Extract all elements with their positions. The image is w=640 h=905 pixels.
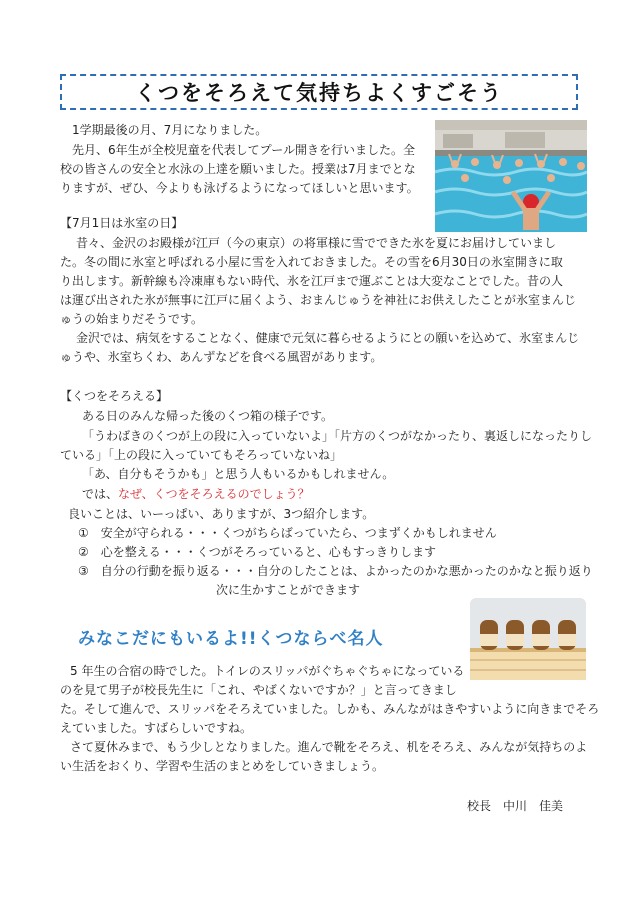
intro-line: 1学期最後の月、7月になりました。	[72, 123, 268, 137]
story-line: さて夏休みまで、もう少しとなりました。進んで靴をそろえ、机をそろえ、みんなが気持ちのよ	[70, 740, 588, 754]
story-line: 5 年生の合宿の時でした。トイレのスリッパがぐちゃぐちゃになっている	[70, 664, 465, 678]
himuro-heading: 【7月1日は氷室の日】	[60, 216, 184, 230]
point-item-cont: 次に生かすことができます	[216, 583, 361, 597]
himuro-line: ゅうや、氷室ちくわ、あんずなどを食べる風習があります。	[60, 350, 383, 364]
intro-line: 先月、6年生が全校児童を代表してプール開きを行いました。全	[72, 143, 416, 157]
shoes-heading: 【くつをそろえる】	[60, 389, 169, 403]
himuro-line: り出します。新幹線も冷凍庫もない時代、氷を江戸まで運ぶことは大変なことでした。昔の人	[60, 274, 564, 288]
shoes-line: 「うわばきのくつが上の段に入っていないよ」「片方のくつがなかったり、裏返しになったりし	[82, 429, 593, 443]
himuro-line: た。冬の間に氷室と呼ばれる小屋に雪を入れておきました。その雪を6月30日の氷室開きに取	[60, 255, 563, 269]
himuro-line: 昔々、金沢のお殿様が江戸（今の東京）の将軍様に雪でできた氷を夏にお届けしていまし	[76, 236, 557, 250]
point-item: ③ 自分の行動を振り返る・・・自分のしたことは、よかったのかな悪かったのかなと振り返り	[78, 564, 593, 578]
story-heading: みなこだにもいるよ!!くつならべ名人	[78, 629, 384, 649]
himuro-line: 金沢では、病気をすることなく、健康で元気に暮らせるようにとの願いを込めて、氷室まんじ	[76, 331, 580, 345]
pool-photo	[435, 120, 587, 232]
point-item: ② 心を整える・・・くつがそろっていると、心もすっきりします	[78, 545, 437, 559]
question-red: なぜ、くつをそろえるのでしょう？	[118, 487, 310, 501]
story-line: のを見て男子が校長先生に「これ、やばくないですか？」と言ってきまし	[60, 683, 457, 697]
signature: 校長 中川 佳美	[467, 799, 564, 813]
shoes-line: ある日のみんな帰った後のくつ箱の様子です。	[82, 409, 334, 423]
point-item: ① 安全が守られる・・・くつがちらばっていたら、つまずくかもしれません	[78, 526, 497, 540]
story-line: い生活をおくり、学習や生活のまとめをしていきましょう。	[60, 759, 385, 773]
intro-line: 校の皆さんの安全と水泳の上達を願いました。授業は7月までとな	[60, 162, 416, 176]
intro-line: りますが、ぜひ、今よりも泳げるようになってほしいと思います。	[60, 181, 419, 195]
shoes-intro3: 良いことは、いーっぱい、ありますが、3つ紹介します。	[68, 507, 375, 521]
story-line: えていました。すばらしいですね。	[60, 721, 253, 735]
slippers-illustration	[470, 598, 586, 680]
story-line: た。そして進んで、スリッパをそろえていました。しかも、みんながはきやすいように向きまでそろ	[60, 702, 600, 716]
page-title: くつをそろえて気持ちよくすごそう	[135, 81, 503, 105]
title-box	[60, 74, 578, 110]
shoes-line: ている」「上の段に入っていてもそろっていないね」	[60, 448, 343, 462]
shoes-line: 「あ、自分もそうかも」と思う人もいるかもしれません。	[82, 467, 395, 481]
question-prefix: では、	[82, 487, 119, 501]
himuro-line: は運び出された氷が無事に江戸に届くよう、おまんじゅうを神社にお供えしたことが氷室まんじ	[60, 293, 577, 307]
shoes-question	[82, 485, 310, 503]
himuro-line: ゅうの始まりだそうです。	[60, 312, 204, 326]
